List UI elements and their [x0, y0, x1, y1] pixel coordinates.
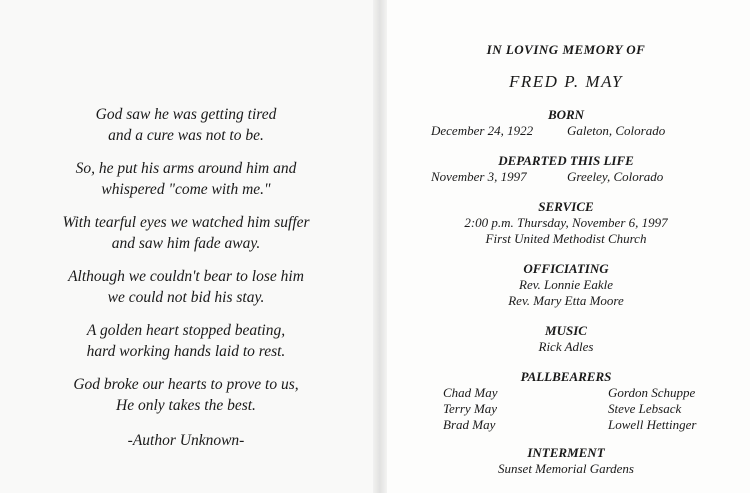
poem-stanza	[44, 158, 328, 200]
service-section	[401, 199, 731, 247]
interment-section	[401, 445, 731, 477]
pallbearer-name: Terry May	[443, 401, 498, 416]
poem-stanza	[44, 320, 328, 362]
born-heading: BORN	[547, 107, 585, 122]
born-section	[401, 107, 731, 139]
pallbearer-name: Chad May	[443, 385, 498, 400]
poem-stanza	[44, 104, 328, 146]
poem-stanza	[44, 374, 328, 416]
poem-line: Although we couldn't bear to lose him	[68, 268, 304, 285]
poem-line: With tearful eyes we watched him suffer	[62, 214, 310, 231]
deceased-name: FRED P. MAY	[509, 72, 623, 91]
officiant-name: Rev. Mary Etta Moore	[508, 293, 624, 308]
right-panel	[387, 0, 750, 493]
poem-author: -Author Unknown-	[127, 432, 245, 449]
music-heading: MUSIC	[545, 323, 587, 338]
poem-line: God broke our hearts to prove to us,	[73, 376, 299, 393]
poem-stanza	[44, 266, 328, 308]
service-time: 2:00 p.m. Thursday, November 6, 1997	[464, 215, 668, 230]
departed-details	[401, 169, 731, 185]
left-panel	[0, 0, 373, 493]
obituary-details	[401, 42, 731, 477]
pallbearers-left-column	[443, 385, 498, 433]
pallbearers-right-column	[608, 385, 696, 433]
pallbearer-name: Steve Lebsack	[608, 401, 682, 416]
born-details	[401, 123, 731, 139]
music-name: Rick Adles	[538, 339, 594, 354]
poem-line: whispered "come with me."	[101, 181, 271, 198]
officiating-heading: OFFICIATING	[523, 261, 609, 276]
poem-line: He only takes the best.	[116, 397, 256, 414]
poem-line: God saw he was getting tired	[95, 106, 277, 123]
departed-section	[401, 153, 731, 185]
interment-place: Sunset Memorial Gardens	[497, 461, 634, 476]
poem-line: we could not bid his stay.	[107, 289, 265, 306]
poem-line: and saw him fade away.	[111, 235, 261, 252]
departed-place: Greeley, Colorado	[567, 169, 664, 184]
departed-date: November 3, 1997	[431, 169, 527, 184]
born-date: December 24, 1922	[431, 123, 534, 138]
poem-line: So, he put his arms around him and	[75, 160, 297, 177]
page-fold	[373, 0, 387, 493]
service-location: First United Methodist Church	[485, 231, 647, 246]
poem	[44, 104, 328, 451]
born-place: Galeton, Colorado	[567, 123, 666, 138]
interment-heading: INTERMENT	[527, 445, 605, 460]
poem-line: and a cure was not to be.	[108, 127, 264, 144]
pallbearers-section	[401, 369, 731, 433]
officiating-section	[401, 261, 731, 309]
pallbearer-name: Lowell Hettinger	[608, 417, 697, 432]
pallbearers-heading: PALLBEARERS	[520, 369, 612, 384]
pallbearer-name: Brad May	[443, 417, 496, 432]
poem-stanza	[44, 212, 328, 254]
pallbearer-name: Gordon Schuppe	[608, 385, 696, 400]
officiant-name: Rev. Lonnie Eakle	[519, 277, 613, 292]
music-section	[401, 323, 731, 355]
departed-heading: DEPARTED THIS LIFE	[498, 153, 634, 168]
service-heading: SERVICE	[538, 199, 594, 214]
poem-line: A golden heart stopped beating,	[86, 322, 286, 339]
pallbearers-list	[401, 385, 731, 433]
poem-line: hard working hands laid to rest.	[86, 343, 286, 360]
memorial-title: IN LOVING MEMORY OF	[486, 42, 646, 57]
